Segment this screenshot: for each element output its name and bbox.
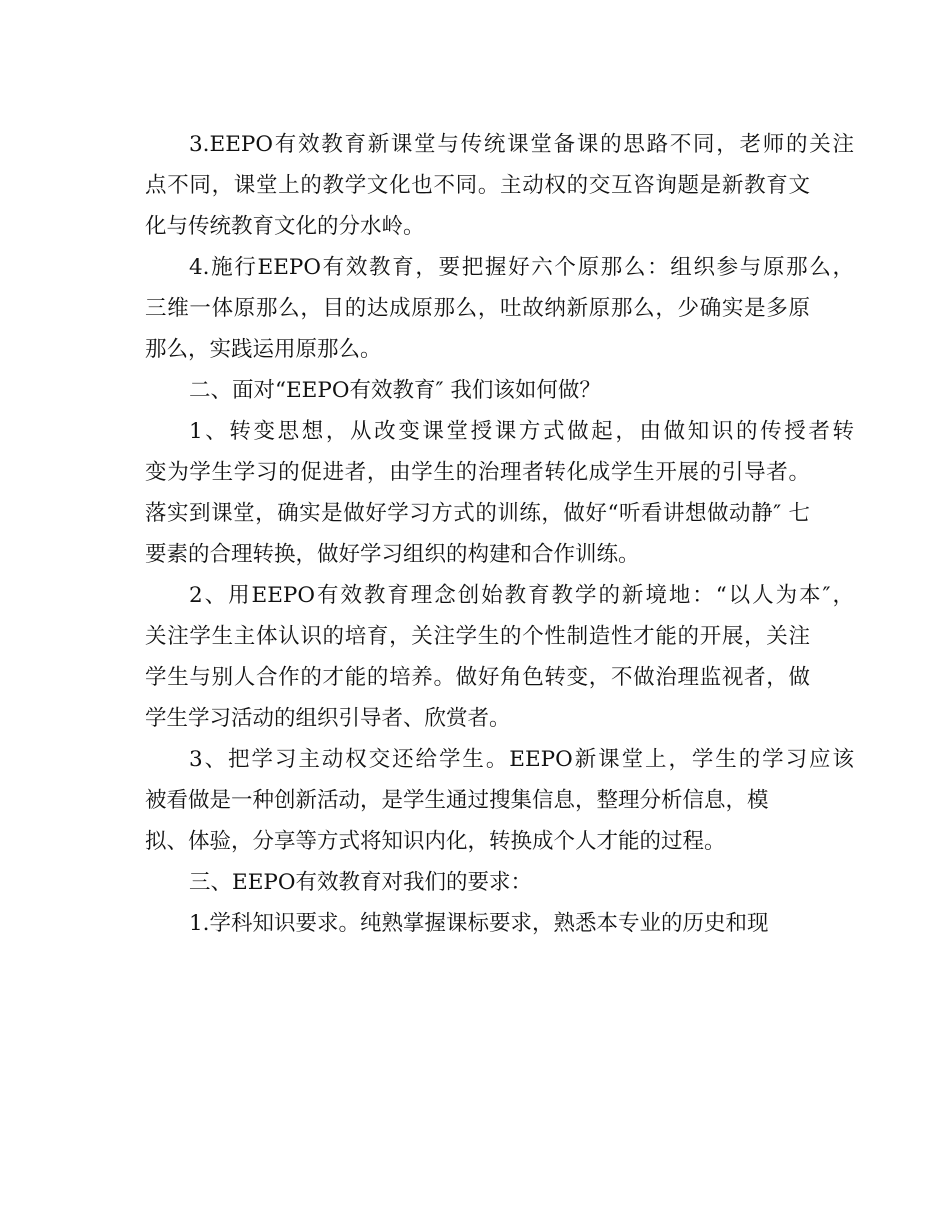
text-line: 1、转变思想，从改变课堂授课方式做起，由做知识的传授者转 bbox=[189, 419, 854, 444]
text-line: 被看做是一种创新活动，是学生通过搜集信息，整理分析信息，模 bbox=[145, 788, 769, 813]
section-heading: 二、面对“EEPO有效教育″ 我们该如何做？ bbox=[189, 378, 601, 403]
text-line: 那么，实践运用原那么。 bbox=[145, 337, 382, 362]
text-line: 3.EEPO有效教育新课堂与传统课堂备课的思路不同，老师的关注 bbox=[189, 132, 854, 157]
text-line: 三维一体原那么，目的达成原那么，吐故纳新原那么，少确实是多原 bbox=[145, 296, 810, 321]
text-line: 4.施行EEPO有效教育，要把握好六个原那么：组织参与原那么， bbox=[189, 255, 854, 280]
text-line: 2、用EEPO有效教育理念创始教育教学的新境地：“以人为本″， bbox=[189, 583, 854, 608]
document-body bbox=[145, 124, 854, 944]
paragraph-eepo-lesson-prep bbox=[145, 124, 854, 247]
paragraph-return-initiative bbox=[145, 739, 854, 862]
paragraph-new-realm bbox=[145, 575, 854, 739]
text-line: 化与传统教育文化的分水岭。 bbox=[145, 214, 425, 239]
text-line: 学生学习活动的组织引导者、欣赏者。 bbox=[145, 706, 511, 731]
section-heading-two bbox=[145, 370, 810, 411]
text-line: 点不同，课堂上的教学文化也不同。主动权的交互咨询题是新教育文 bbox=[145, 173, 810, 198]
paragraph-subject-knowledge bbox=[145, 903, 810, 944]
section-heading-three bbox=[145, 862, 810, 903]
text-line: 1.学科知识要求。纯熟掌握课标要求，熟悉本专业的历史和现 bbox=[189, 911, 769, 936]
text-line: 要素的合理转换，做好学习组织的构建和合作训练。 bbox=[145, 542, 640, 567]
text-line: 关注学生主体认识的培育，关注学生的个性制造性才能的开展，关注 bbox=[145, 624, 810, 649]
text-line: 拟、体验，分享等方式将知识内化，转换成个人才能的过程。 bbox=[145, 829, 726, 854]
text-line: 落实到课堂，确实是做好学习方式的训练，做好“听看讲想做动静″ 七 bbox=[145, 501, 810, 526]
paragraph-six-principles bbox=[145, 247, 854, 370]
text-line: 3、把学习主动权交还给学生。EEPO新课堂上，学生的学习应该 bbox=[189, 747, 854, 772]
section-heading: 三、EEPO有效教育对我们的要求： bbox=[189, 870, 532, 895]
text-line: 学生与别人合作的才能的培养。做好角色转变，不做治理监视者，做 bbox=[145, 665, 810, 690]
text-line: 变为学生学习的促进者，由学生的治理者转化成学生开展的引导者。 bbox=[145, 460, 810, 485]
paragraph-change-thinking bbox=[145, 411, 854, 575]
